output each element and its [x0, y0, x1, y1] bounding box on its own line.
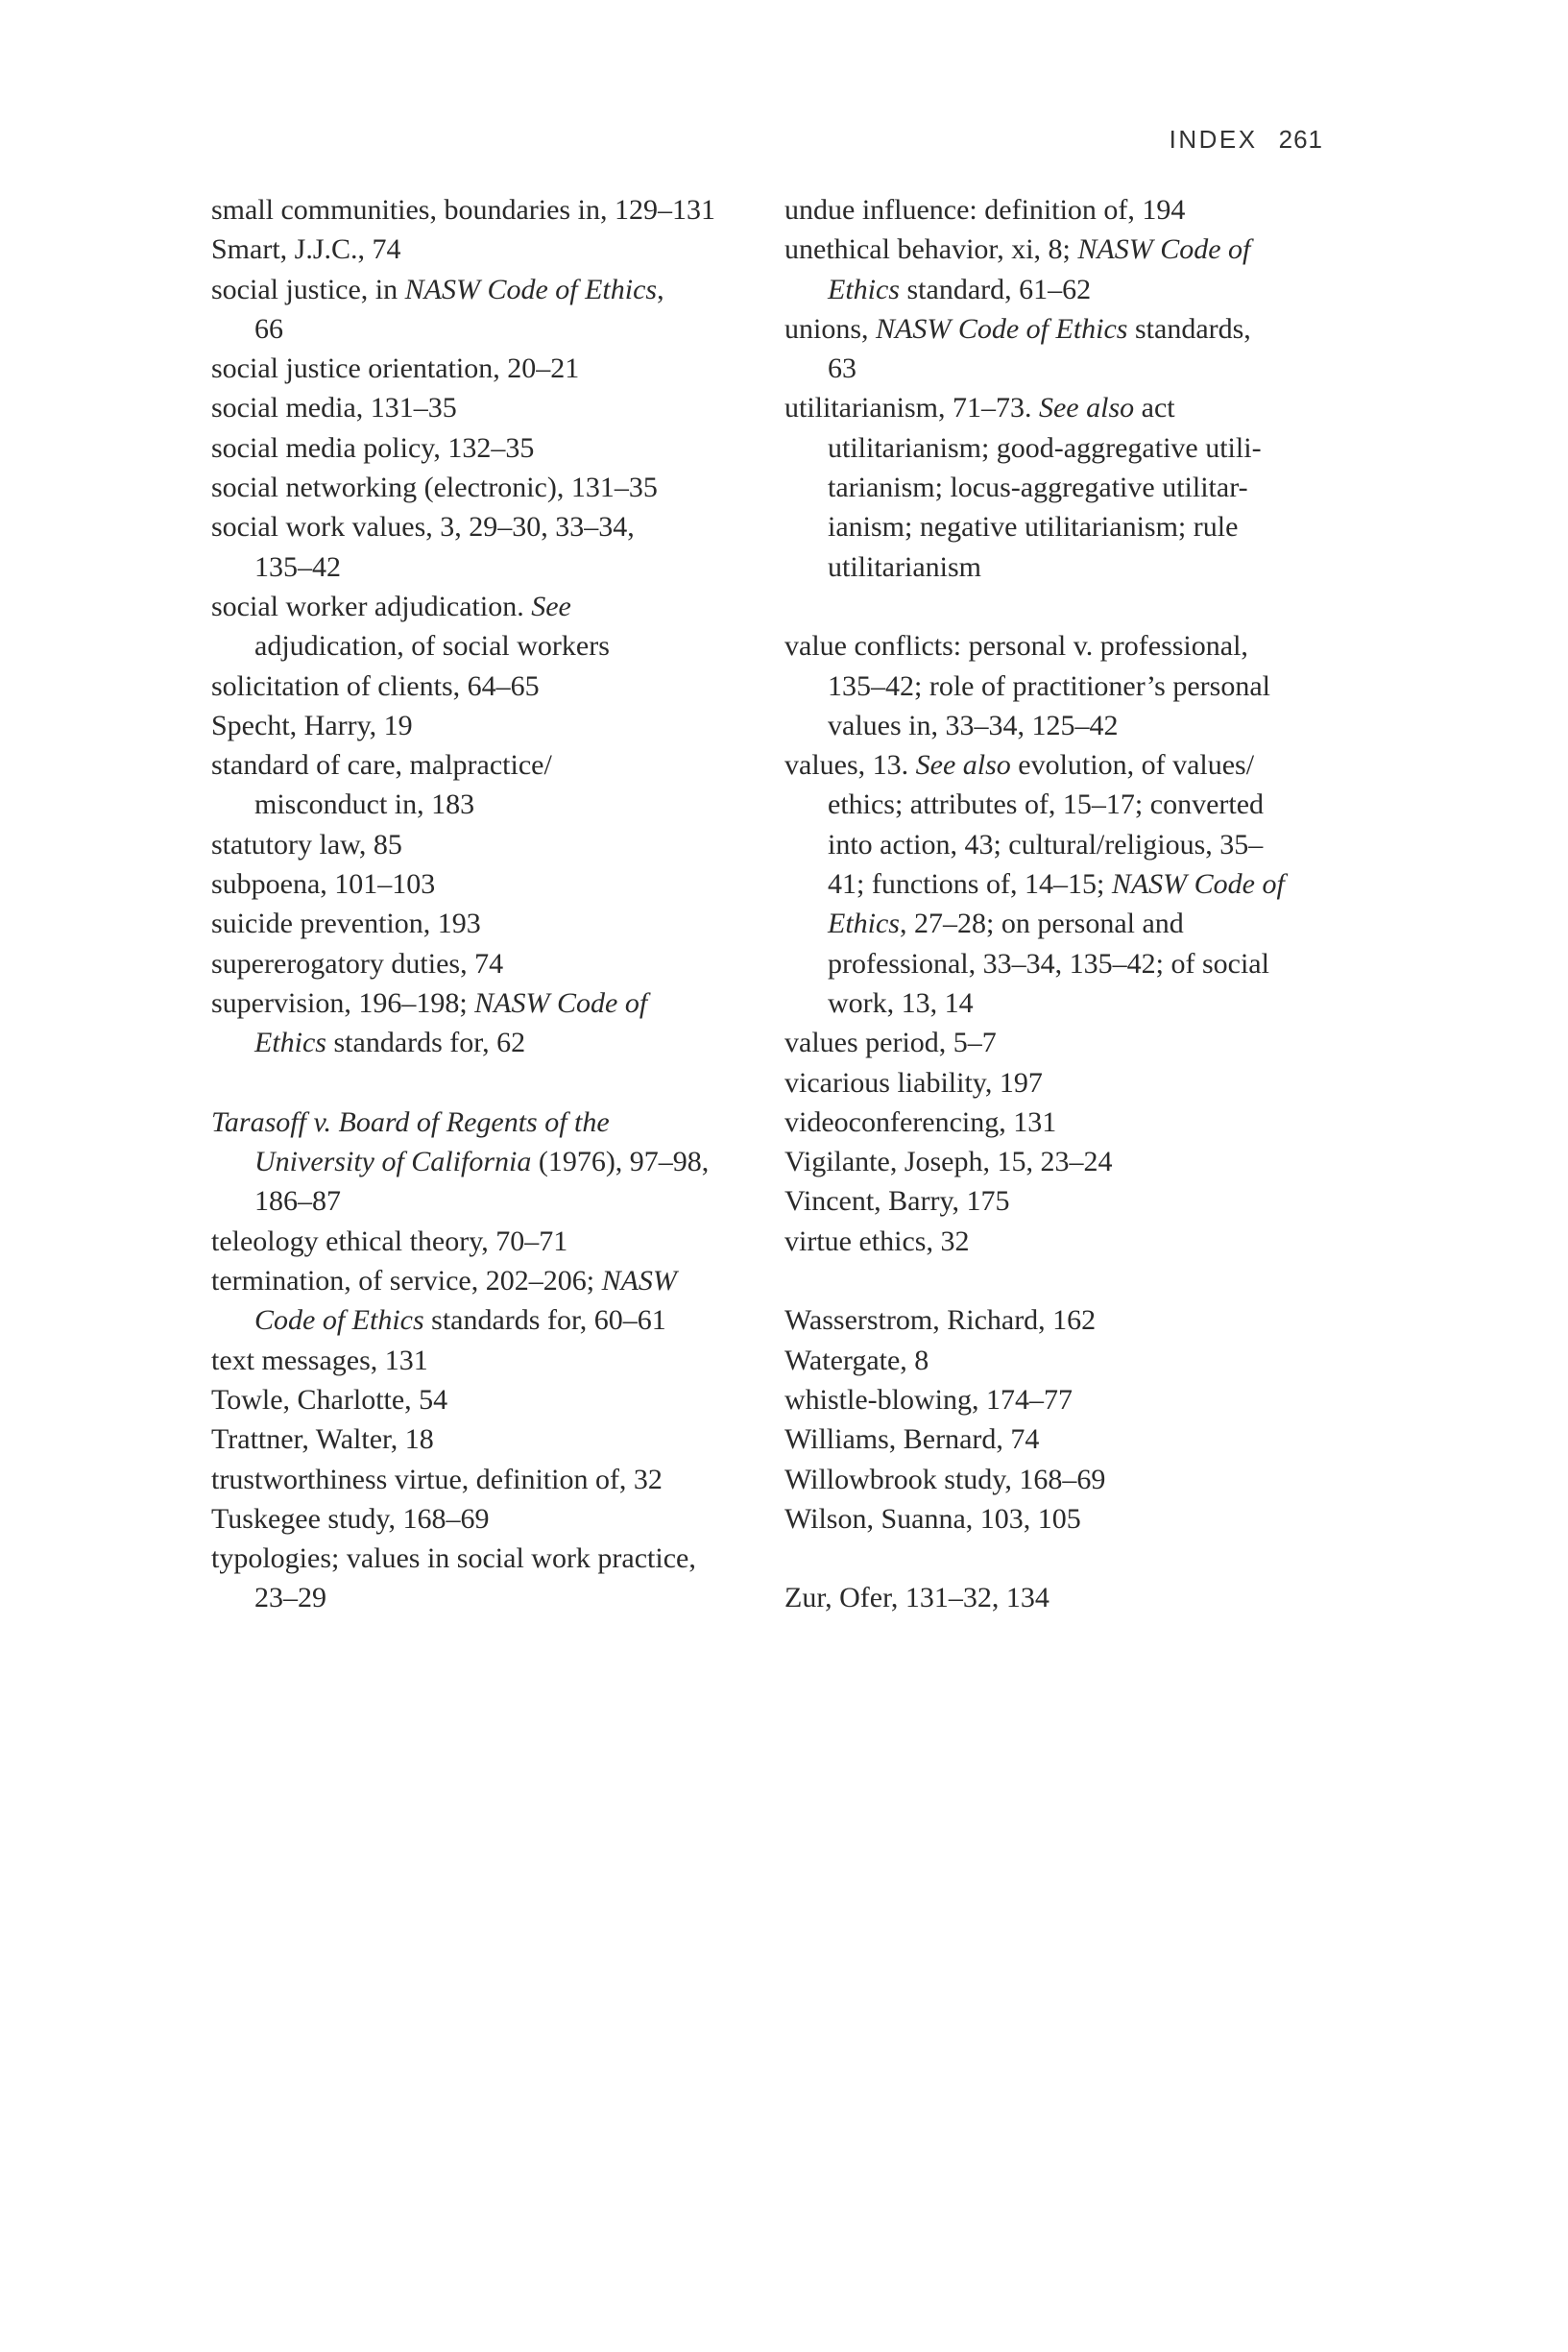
index-entry: suicide prevention, 193 [211, 908, 481, 940]
index-entry: termination, of service, 202–206; NASW Code of Ethics standards for, 60–61 [211, 1265, 677, 1337]
index-entry: standard of care, malpractice/ misconduct in, 183 [211, 749, 552, 821]
index-entry: Zur, Ofer, 131–32, 134 [784, 1582, 1049, 1614]
letter-group-gap [784, 1261, 1341, 1300]
index-entry: typologies; values in social work practice, 23–29 [211, 1542, 696, 1614]
index-entry: teleology ethical theory, 70–71 [211, 1224, 568, 1257]
letter-group-gap [784, 1539, 1341, 1578]
index-entry: Trattner, Walter, 18 [211, 1423, 434, 1456]
index-entry: unions, NASW Code of Ethics standards, 63 [784, 312, 1251, 385]
index-entry: Smart, J.J.C., 74 [211, 233, 401, 266]
index-entry: Wilson, Suanna, 103, 105 [784, 1502, 1081, 1535]
running-head [960, 125, 1323, 155]
index-entry: value conflicts: personal v. professional, 135–42; role of practitioner’s personal values in, 33–34, 125–42 [784, 630, 1270, 741]
index-entry: subpoena, 101–103 [211, 868, 436, 901]
index-entry: vicarious liability, 197 [784, 1066, 1043, 1099]
index-entry: text messages, 131 [211, 1344, 428, 1376]
index-entry: Williams, Bernard, 74 [784, 1423, 1040, 1456]
index-entry: videoconferencing, 131 [784, 1105, 1057, 1138]
index-entry: Towle, Charlotte, 54 [211, 1383, 448, 1416]
index-entry: statutory law, 85 [211, 828, 402, 861]
page-number: 261 [1278, 125, 1323, 154]
letter-group-gap [211, 1063, 763, 1103]
index-entry: Vigilante, Joseph, 15, 23–24 [784, 1146, 1113, 1178]
index-entry: whistle-blowing, 174–77 [784, 1383, 1073, 1416]
index-entry: Specht, Harry, 19 [211, 709, 413, 741]
index-entry: Tuskegee study, 168–69 [211, 1502, 490, 1535]
index-entry: solicitation of clients, 64–65 [211, 669, 540, 702]
index-entry: undue influence: definition of, 194 [784, 194, 1186, 226]
index-entry: trustworthiness virtue, definition of, 32 [211, 1463, 663, 1495]
index-entry: social justice, in NASW Code of Ethics, 66 [211, 273, 664, 345]
index-entry: Wasserstrom, Richard, 162 [784, 1304, 1097, 1337]
index-entry: social media, 131–35 [211, 392, 457, 424]
index-entry: social networking (electronic), 131–35 [211, 472, 658, 504]
index-entry: Watergate, 8 [784, 1344, 929, 1376]
index-entry: virtue ethics, 32 [784, 1224, 970, 1257]
index-entry: Willowbrook study, 168–69 [784, 1463, 1106, 1495]
letter-group-gap [784, 587, 1341, 626]
index-entry: values, 13. See also evolution, of values/ ethics; attributes of, 15–17; converted into action, 43; cultural/religious, 35– 41; functions of, 14–15; NASW Code of Ethics, 27–28; on personal and professional, 33–34, 135–42; of social work, 13, 14 [784, 749, 1285, 1019]
index-entry: social justice orientation, 20–21 [211, 352, 580, 385]
index-entry: supererogatory duties, 74 [211, 947, 504, 980]
index-entry: utilitarianism, 71–73. See also act utilitarianism; good-aggregative utili- tarianism; locus-aggregative utilitar- ianism; negative utilitarianism; rule utilitarianism [784, 392, 1262, 583]
index-entry: unethical behavior, xi, 8; NASW Code of Ethics standard, 61–62 [784, 233, 1251, 305]
index-entry: Tarasoff v. Board of Regents of the University of California (1976), 97–98, 186–87 [211, 1105, 710, 1218]
index-entry: social work values, 3, 29–30, 33–34, 135–42 [211, 511, 635, 583]
index-column-right [784, 190, 1341, 1618]
index-entry: supervision, 196–198; NASW Code of Ethics standards for, 62 [211, 986, 648, 1059]
section-title: INDEX [1169, 125, 1258, 154]
index-entry: social media policy, 132–35 [211, 431, 535, 464]
index-entry: Vincent, Barry, 175 [784, 1185, 1010, 1218]
index-entry: small communities, boundaries in, 129–131 [211, 194, 715, 226]
index-column-left [211, 190, 763, 1618]
index-entry: values period, 5–7 [784, 1027, 997, 1059]
index-entry: social worker adjudication. See adjudication, of social workers [211, 590, 610, 663]
